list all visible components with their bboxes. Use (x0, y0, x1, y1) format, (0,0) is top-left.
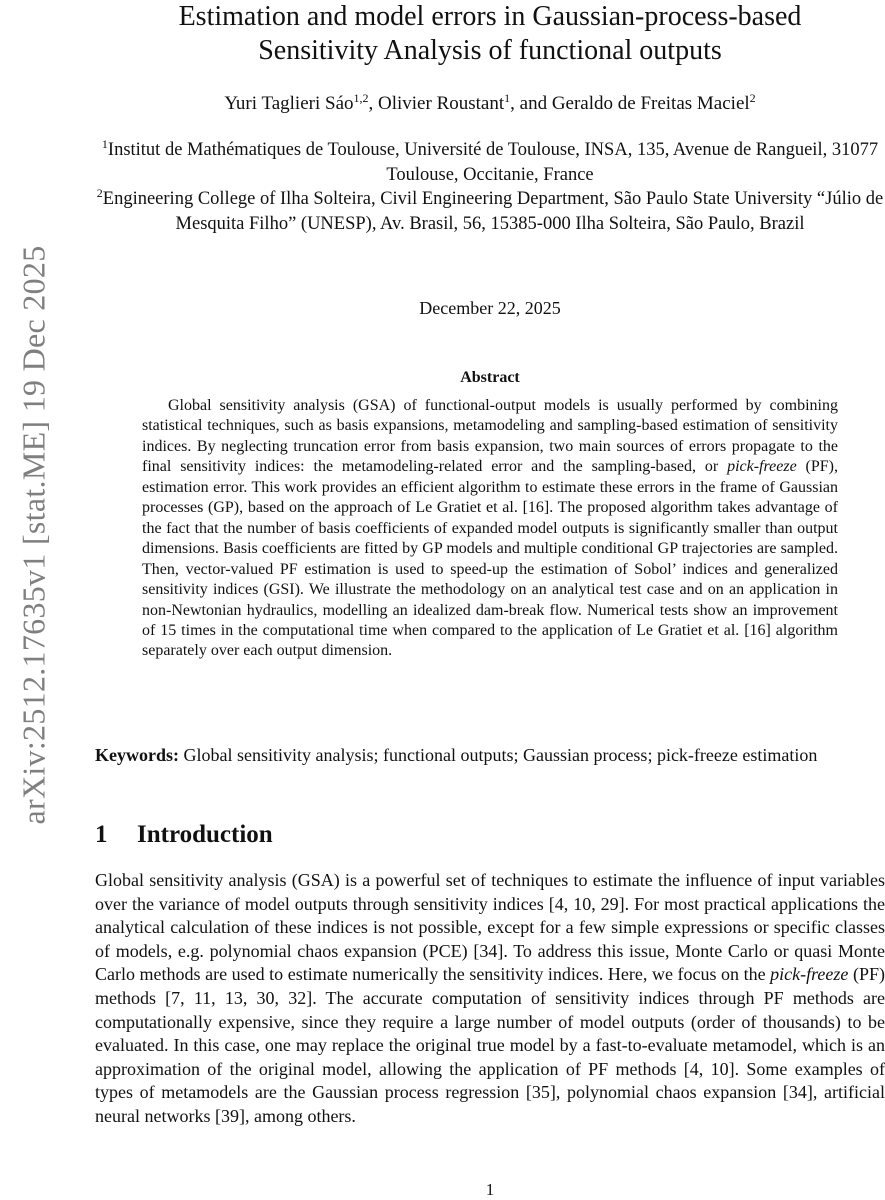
affiliation-2 (95, 187, 885, 236)
keywords-text: Global sensitivity analysis; functional outputs; Gaussian process; pick-freeze estimation (179, 745, 818, 765)
keywords (95, 744, 885, 767)
author-list (95, 92, 885, 116)
affiliation-text: Institut de Mathématiques de Toulouse, Université de Toulouse, INSA, 135, Avenue de Rangueil, 31077 Toulouse, Occitanie, France (107, 140, 879, 185)
page-number: 1 (485, 1180, 495, 1199)
section-title: Introduction (137, 821, 273, 848)
author-affiliation-mark: 2 (749, 91, 756, 105)
abstract-text: (PF), estimation error. This work provides an efficient algorithm to estimate these errors in the frame of Gaussian processes (GP), based on the approach of Le Gratiet et al. [16]. The proposed algorithm takes advantage of the fact that the number of basis coefficients of expanded model outputs is significantly smaller than output dimensions. Basis coefficients are fitted by GP models and multiple conditional GP trajectories are sampled. Then, vector-valued PF estimation is used to speed-up the estimation of Sobol’ indices and generalized sensitivity indices (GSI). We illustrate the methodology on an analytical test case and on an application in non-Newtonian hydraulics, modelling an idealized dam-break flow. Numerical tests show an improvement of 15 times in the computational time when compared to the application of Le Gratiet et al. [16] algorithm separately over each output dimension. (142, 458, 839, 660)
author-name: Olivier Roustant (378, 93, 505, 114)
introduction-paragraph (95, 869, 885, 1129)
title-line-1: Estimation and model errors in Gaussian-process-based (178, 1, 802, 32)
author-separator: , (368, 93, 378, 114)
author-affiliation-mark: 1,2 (353, 91, 369, 105)
affiliation-mark: 2 (96, 186, 103, 200)
paragraph-text: Global sensitivity analysis (GSA) is a powerful set of techniques to estimate the influence of input variables over the variance of model outputs through sensitivity indices [4, 10, 29]. For most practical applications the analytical calculation of these indices is not possible, except for a few simple expressions or specific classes of models, e.g. polynomial chaos expansion (PCE) [34]. To address this issue, Monte Carlo or quasi Monte Carlo methods are used to estimate numerically the sensitivity indices. Here, we focus on the (95, 870, 885, 985)
abstract-text: Global sensitivity analysis (GSA) of functional-output models is usually performed by combining statistical techniques, such as basis expansions, metamodeling and sampling-based estimation of sensitivity indices. By neglecting truncation error from basis expansion, two main sources of errors propagate to the final sensitivity indices: the metamodeling-related error and the sampling-based, or (142, 397, 838, 476)
abstract-emphasis: pick-freeze (727, 458, 797, 476)
author-affiliation-mark: 1 (504, 91, 511, 105)
keywords-label: Keywords: (95, 745, 179, 765)
section-number: 1 (95, 821, 108, 848)
arxiv-identifier-stamp: arXiv:2512.17635v1 [stat.ME] 19 Dec 2025 (15, 245, 52, 825)
section-heading-introduction (95, 820, 885, 850)
affiliation-1 (95, 138, 885, 187)
author-name: Geraldo de Freitas Maciel (551, 93, 750, 114)
title-line-2: Sensitivity Analysis of functional outputs (258, 35, 722, 66)
abstract-heading: Abstract (460, 369, 520, 386)
affiliations (95, 138, 885, 236)
affiliation-mark: 1 (101, 137, 108, 151)
paragraph-emphasis: pick-freeze (770, 964, 849, 985)
abstract-body (142, 396, 838, 662)
author-separator: , and (510, 93, 552, 114)
author-name: Yuri Taglieri Sáo (224, 93, 354, 114)
paragraph-text: (PF) methods [7, 11, 13, 30, 32]. The accurate computation of sensitivity indices through PF methods are computationally expensive, since they require a large number of model outputs (order of thousands) to be evaluated. In this case, one may replace the original true model by a fast-to-evaluate metamodel, which is an approximation of the original model, allowing the application of PF methods [4, 10]. Some examples of types of metamodels are the Gaussian process regression [35], polynomial chaos expansion [34], artificial neural networks [39], among others. (95, 964, 885, 1126)
publication-date: December 22, 2025 (419, 298, 561, 318)
paper-title (95, 0, 885, 68)
affiliation-text: Engineering College of Ilha Solteira, Civil Engineering Department, São Paulo State University “Júlio de Mesquita Filho” (UNESP), Av. Brasil, 56, 15385-000 Ilha Solteira, São Paulo, Brazil (102, 189, 884, 234)
